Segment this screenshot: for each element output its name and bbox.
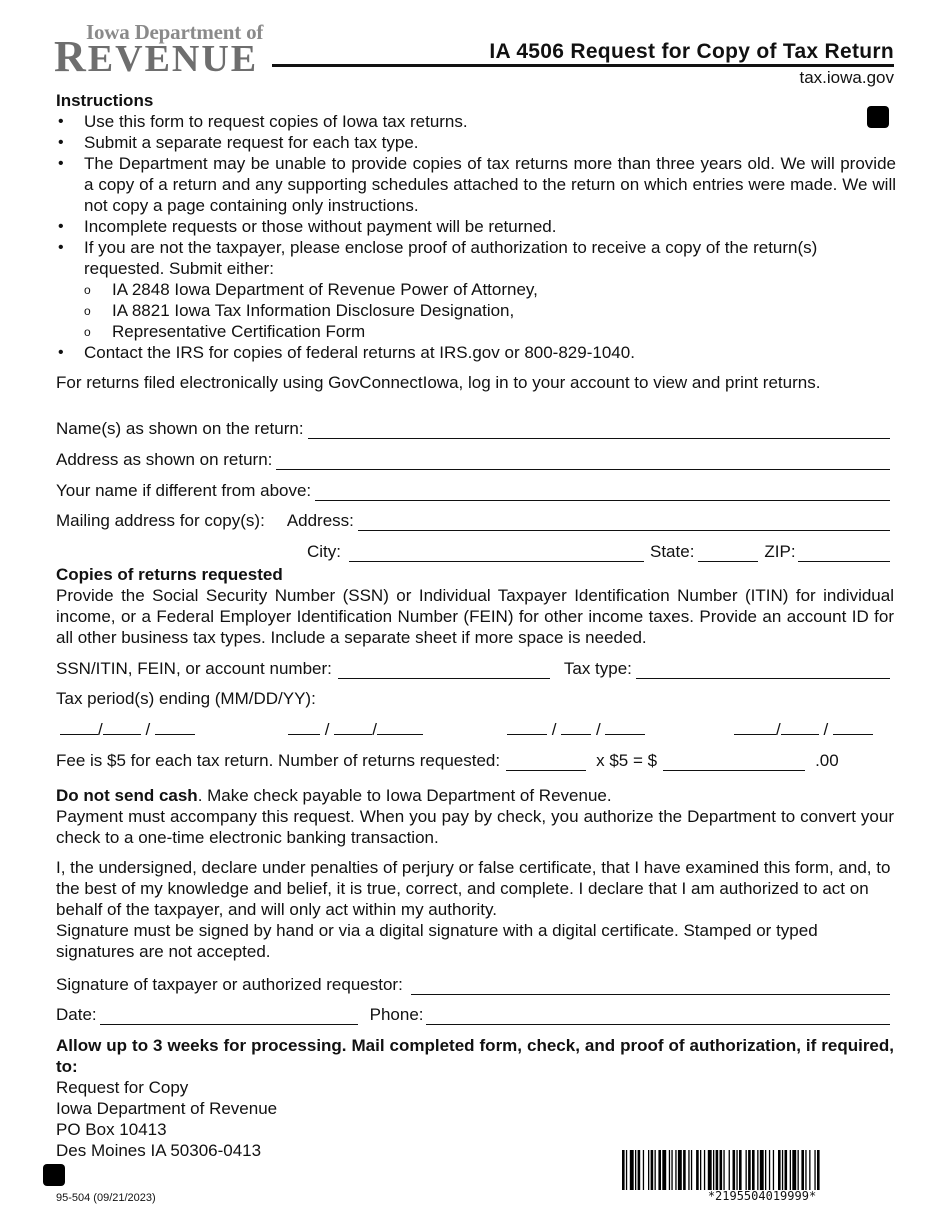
- date-field[interactable]: [100, 1009, 358, 1025]
- signature-row: [56, 974, 890, 995]
- period-3-day[interactable]: [561, 719, 591, 735]
- copies-section: [56, 564, 894, 648]
- instruction-item: • Contact the IRS for copies of federal returns at IRS.gov or 800-829-1040.: [56, 342, 896, 363]
- date-phone-row: [56, 1004, 890, 1025]
- instruction-item: • Submit a separate request for each tax type.: [56, 132, 896, 153]
- slash: /: [324, 720, 330, 739]
- form-id: 95-504 (09/21/2023): [56, 1192, 156, 1204]
- instructions-heading: Instructions: [56, 91, 154, 110]
- period-label: Tax period(s) ending (MM/DD/YY):: [56, 689, 316, 708]
- names-label: Name(s) as shown on the return:: [56, 419, 304, 438]
- period-2-day[interactable]: [334, 719, 372, 735]
- mailing-address-row: [56, 510, 890, 531]
- period-4-day[interactable]: [781, 719, 819, 735]
- no-cash-warning: Do not send cash: [56, 786, 198, 805]
- mailing-address-label: Address:: [286, 511, 354, 530]
- period-date-2: [288, 719, 423, 740]
- mail-address-line: Iowa Department of Revenue: [56, 1099, 278, 1118]
- period-1-year[interactable]: [155, 719, 195, 735]
- id-number-field[interactable]: [338, 663, 550, 679]
- period-4-year[interactable]: [833, 719, 873, 735]
- fee-label: Fee is $5 for each tax return. Number of returns requested:: [56, 751, 501, 770]
- state-field[interactable]: [698, 546, 758, 562]
- mail-address-line: Request for Copy: [56, 1078, 189, 1097]
- period-dates: [60, 719, 894, 741]
- copies-description: Provide the Social Security Number (SSN) or Individual Taxpayer Identification Number (ITIN) for individual income, or a Federal Employer Identification Number (FEIN) for other income taxes. Provide an account ID for all other business tax types. Include a separate sheet if more space is needed.: [56, 586, 894, 647]
- fee-multiplier: x $5 = $: [596, 751, 658, 770]
- instructions-list: [56, 111, 896, 363]
- zip-field[interactable]: [798, 546, 890, 562]
- period-date-3: [507, 719, 645, 740]
- your-name-field[interactable]: [315, 485, 890, 501]
- period-date-4: [734, 719, 873, 740]
- instructions-section: [56, 90, 896, 393]
- slash: /: [372, 720, 377, 739]
- instruction-item: • Incomplete requests or those without payment will be returned.: [56, 216, 896, 237]
- city-label: City:: [307, 542, 341, 561]
- payment-line: [56, 785, 894, 806]
- barcode-text: *2195504019999*: [707, 1189, 817, 1203]
- barcode: [622, 1150, 902, 1190]
- phone-label: Phone:: [369, 1005, 424, 1024]
- agency-logo: [54, 20, 266, 81]
- city-field[interactable]: [349, 546, 644, 562]
- return-address-field[interactable]: [276, 454, 890, 470]
- id-row: [56, 658, 890, 679]
- period-1-month[interactable]: [60, 719, 98, 735]
- copies-heading: Copies of returns requested: [56, 565, 283, 584]
- your-name-label: Your name if different from above:: [56, 481, 312, 500]
- period-3-year[interactable]: [605, 719, 645, 735]
- phone-field[interactable]: [426, 1009, 890, 1025]
- slash: /: [145, 720, 151, 739]
- zip-label: ZIP:: [764, 542, 796, 561]
- authorization-option: o IA 8821 Iowa Tax Information Disclosure Designation,: [56, 300, 896, 321]
- period-2-year[interactable]: [377, 719, 423, 735]
- fee-cents: .00: [815, 751, 839, 770]
- mailing-label: Mailing address for copy(s):: [56, 511, 265, 530]
- logo-agency-small: Iowa Department of: [86, 20, 264, 44]
- your-name-row: [56, 480, 890, 501]
- header-rule: [272, 64, 894, 67]
- period-3-month[interactable]: [507, 719, 547, 735]
- mailing-instructions: Allow up to 3 weeks for processing. Mail completed form, check, and proof of authorization, if required, to:: [56, 1036, 894, 1076]
- slash: /: [776, 720, 781, 739]
- registration-mark-bottom: [43, 1164, 65, 1186]
- fee-total-field[interactable]: [663, 755, 805, 771]
- return-address-row: [56, 449, 890, 470]
- payable-to: . Make check payable to Iowa Department of Revenue.: [197, 786, 612, 805]
- website: tax.iowa.gov: [799, 68, 894, 87]
- slash: /: [98, 720, 103, 739]
- slash: /: [823, 720, 829, 739]
- payment-section: [56, 785, 894, 848]
- logo-agency-large: REVENUE: [54, 32, 259, 81]
- names-field[interactable]: [308, 423, 890, 439]
- signature-field[interactable]: [411, 979, 890, 995]
- mailing-address-field[interactable]: [358, 515, 890, 531]
- return-address-label: Address as shown on return:: [56, 450, 273, 469]
- period-2-month[interactable]: [288, 719, 320, 735]
- form-title: IA 4506 Request for Copy of Tax Return: [489, 40, 894, 63]
- instruction-item: • The Department may be unable to provide copies of tax returns more than three years old. We will provide a copy of a return and any supporting schedules attached to the return on which entries were made. We will not copy a page containing only instructions.: [56, 153, 896, 216]
- mailing-section: [56, 1035, 894, 1161]
- authorization-option: o IA 2848 Iowa Department of Revenue Power of Attorney,: [56, 279, 896, 300]
- mail-address-line: PO Box 10413: [56, 1120, 167, 1139]
- instruction-item: • Use this form to request copies of Iowa tax returns.: [56, 111, 896, 132]
- date-label: Date:: [56, 1005, 97, 1024]
- mail-address-line: Des Moines IA 50306-0413: [56, 1141, 262, 1160]
- tax-type-label: Tax type:: [563, 659, 632, 678]
- declaration-text: I, the undersigned, declare under penalties of perjury or false certificate, that I have examined this form, and, to the best of my knowledge and belief, it is true, correct, and complete. I declare that I am authorized to act on behalf of the taxpayer, and will only act within my authority.: [56, 858, 891, 919]
- period-4-month[interactable]: [734, 719, 776, 735]
- electronic-note: For returns filed electronically using GovConnectIowa, log in to your account to view and print returns.: [56, 373, 821, 392]
- slash: /: [595, 720, 601, 739]
- signature-note: Signature must be signed by hand or via a digital signature with a digital certificate. Stamped or typed signatures are not accepted.: [56, 921, 818, 961]
- tax-type-field[interactable]: [636, 663, 890, 679]
- fee-row: [56, 750, 892, 771]
- slash: /: [551, 720, 557, 739]
- period-date-1: [60, 719, 195, 740]
- period-1-day[interactable]: [103, 719, 141, 735]
- signature-label: Signature of taxpayer or authorized requestor:: [56, 975, 403, 994]
- city-state-zip-row: [307, 541, 890, 562]
- payment-note: Payment must accompany this request. When you pay by check, you authorize the Department to convert your check to a one-time electronic banking transaction.: [56, 807, 894, 847]
- id-label: SSN/ITIN, FEIN, or account number:: [56, 659, 332, 678]
- number-of-returns-field[interactable]: [506, 755, 586, 771]
- authorization-option: o Representative Certification Form: [56, 321, 896, 342]
- declaration-section: [56, 857, 894, 962]
- state-label: State:: [650, 542, 695, 561]
- instruction-item: • If you are not the taxpayer, please enclose proof of authorization to receive a copy of the return(s) requested. Submit either:: [56, 237, 896, 279]
- names-row: [56, 418, 890, 439]
